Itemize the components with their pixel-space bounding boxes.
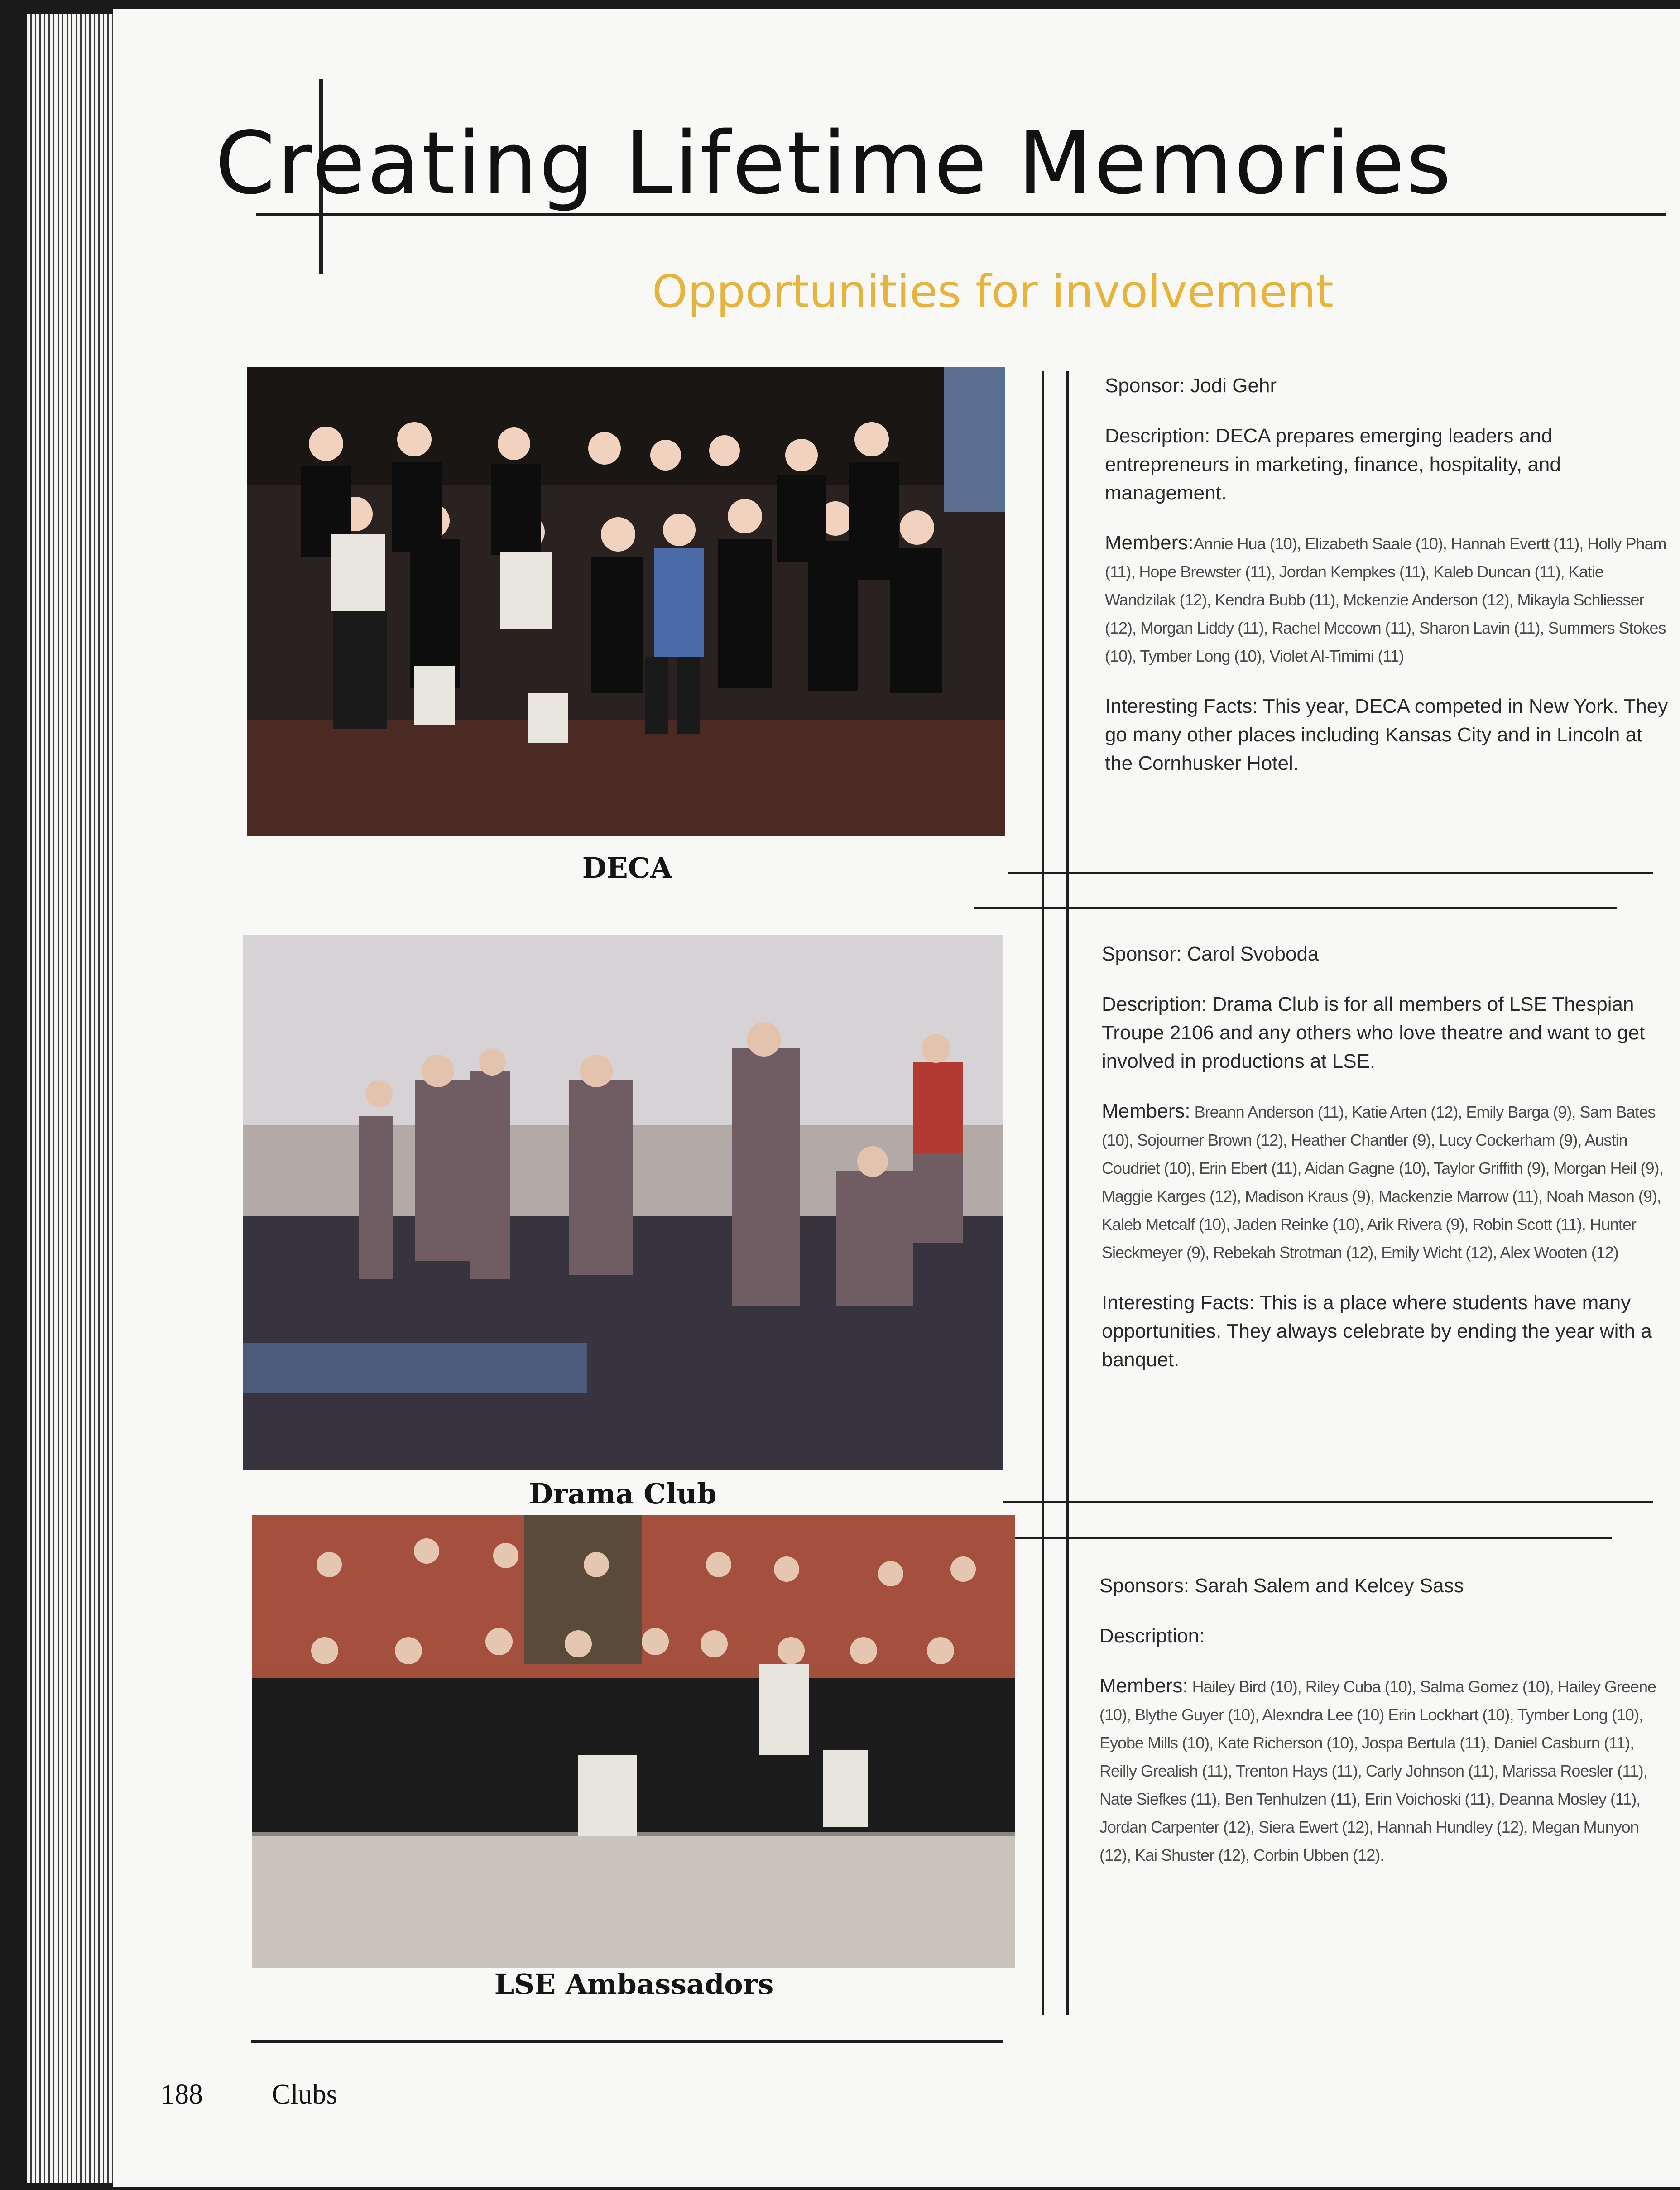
deca-description: Description: DECA prepares emerging leaders and entrepreneurs in marketing, finance, hospitality, and management. xyxy=(1105,425,1561,504)
drama-club-members-label: Members: xyxy=(1102,1100,1190,1122)
column-divider-right xyxy=(1066,371,1069,2015)
section-separator-2b xyxy=(1014,1537,1612,1539)
deca-members-label: Members: xyxy=(1105,532,1194,554)
section-separator-1a xyxy=(1008,872,1653,874)
drama-club-facts: Interesting Facts: This is a place where students have many opportunities. They always celebrate by ending the year with a banquet. xyxy=(1102,1292,1652,1371)
section-name: Clubs xyxy=(272,2079,337,2110)
deca-sponsor: Sponsor: Jodi Gehr xyxy=(1105,375,1277,397)
lse-ambassadors-info xyxy=(1099,1571,1672,1891)
drama-club-caption: Drama Club xyxy=(528,1477,717,1510)
column-divider-left xyxy=(1042,371,1044,2015)
deca-info xyxy=(1105,371,1671,799)
lse-ambassadors-description: Description: xyxy=(1099,1625,1205,1647)
drama-club-sponsor: Sponsor: Carol Svoboda xyxy=(1102,943,1319,965)
deca-group-photo xyxy=(247,367,1005,836)
lse-ambassadors-members: Hailey Bird (10), Riley Cuba (10), Salma Gomez (10), Hailey Greene (10), Blythe Guyer (10), Alexndra Lee (10) Erin Lockhart (10), Tymber Long (10), Eyobe Mills (10), Kate Richerson (10), Jospa Bertula (11), Daniel Casburn (11), Reilly Grealish (11), Trenton Hays (11), Carly Johnson (11), Marissa Roesler (11), Nate Siefkes (11), Ben Tenhulzen (11), Erin Voichoski (11), Deanna Mosley (11), Jordan Carpenter (12), Siera Ewert (12), Hannah Hundley (12), Megan Munyon (12), Kai Shuster (12), Corbin Ubben (12). xyxy=(1099,1677,1656,1864)
lse-ambassadors-members-block xyxy=(1099,1672,1672,1869)
drama-club-info xyxy=(1102,940,1672,1396)
deca-facts: Interesting Facts: This year, DECA competed in New York. They go many other places including Kansas City and in Lincoln at the Cornhusker Hotel. xyxy=(1105,695,1668,774)
page-title: Creating Lifetime Memories xyxy=(215,113,1453,213)
page-subtitle: Opportunities for involvement xyxy=(652,265,1334,318)
lse-ambassadors-caption: LSE Ambassadors xyxy=(494,1968,774,2001)
lse-ambassadors-sponsor: Sponsors: Sarah Salem and Kelcey Sass xyxy=(1099,1575,1464,1597)
drama-club-members: Breann Anderson (11), Katie Arten (12), Emily Barga (9), Sam Bates (10), Sojourner Brown (12), Heather Chantler (9), Lucy Cockerham (9), Austin Coudriet (10), Erin Ebert (11), Aidan Gagne (10), Taylor Griffith (9), Morgan Heil (9), Maggie Karges (12), Madison Kraus (9), Mackenzie Marrow (11), Noah Mason (9), Kaleb Metcalf (10), Jaden Reinke (10), Arik Rivera (9), Robin Scott (11), Hunter Sieckmeyer (9), Rebekah Strotman (12), Emily Wicht (12), Alex Wooten (12) xyxy=(1102,1103,1663,1262)
lse-ambassadors-photo xyxy=(252,1515,1015,1968)
drama-club-photo xyxy=(243,935,1003,1470)
deca-members: Annie Hua (10), Elizabeth Saale (10), Hannah Evertt (11), Holly Pham (11), Hope Brewster (11), Jordan Kempkes (11), Kaleb Duncan (11), Katie Wandzilak (12), Kendra Bubb (11), Mckenzie Anderson (12), Mikayla Schliesser (12), Morgan Liddy (11), Rachel Mccown (11), Sharon Lavin (11), Summers Stokes (10), Tymber Long (10), Violet Al-Timimi (11) xyxy=(1105,534,1666,665)
drama-club-description: Description: Drama Club is for all members of LSE Thespian Troupe 2106 and any others who love theatre and want to get involved in productions at LSE. xyxy=(1102,993,1645,1072)
lse-ambassadors-members-label: Members: xyxy=(1099,1675,1188,1697)
deca-members-block xyxy=(1105,529,1671,670)
section-separator-1b xyxy=(974,907,1617,909)
page-number: 188 xyxy=(161,2079,203,2110)
footer-rule xyxy=(251,2040,1003,2043)
section-separator-2a xyxy=(1003,1501,1653,1503)
deca-caption: DECA xyxy=(582,851,672,884)
drama-club-members-block xyxy=(1102,1097,1672,1267)
